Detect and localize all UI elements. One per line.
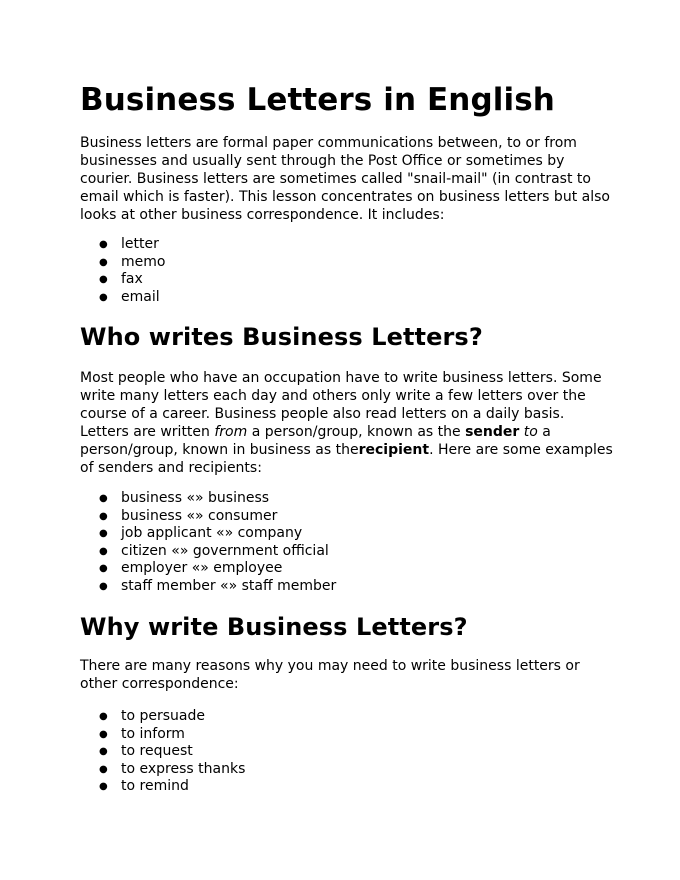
list-item: ● email — [99, 288, 160, 305]
list-item: ● citizen «» government official — [99, 542, 329, 559]
bullet-icon: ● — [99, 746, 108, 758]
bullet-icon: ● — [99, 545, 108, 557]
list-item: ● fax — [99, 271, 143, 288]
intro-list — [80, 236, 165, 306]
list-item: ● to request — [99, 743, 193, 760]
list-item: ● to express thanks — [99, 760, 246, 777]
intro-paragraph: Business letters are formal paper communications between, to or from businesses and usually sent through the Post Office or sometimes by courier. Business letters are sometimes called "snail-mail" (in contrast to email which is faster). This lesson concentrates on business letters but also looks at other business correspondence. It includes: — [80, 135, 610, 223]
who-heading: Who writes Business Letters? — [80, 323, 483, 351]
list-item: ● to persuade — [99, 708, 206, 724]
list-item: ● job applicant «» company — [99, 525, 303, 542]
sender-term: sender — [465, 424, 520, 440]
recipient-term: recipient — [358, 442, 430, 458]
bullet-icon: ● — [99, 291, 108, 303]
bullet-icon: ● — [99, 256, 108, 268]
list-item: ● to remind — [99, 778, 189, 795]
list-item: ● employer «» employee — [99, 560, 283, 577]
why-heading: Why write Business Letters? — [80, 613, 468, 641]
who-paragraph: Most people who have an occupation have to write business letters. Some write many letters each day and others only write a few letters over the course of a career. Business people also read letters on a daily basis. Letters are written from a person/group, known as the sender to a person/group, known in business as therecipient. Here are some examples of senders and recipients: — [80, 370, 613, 476]
bullet-icon: ● — [99, 763, 108, 775]
bullet-icon: ● — [99, 528, 108, 540]
bullet-icon: ● — [99, 274, 108, 286]
list-item: ● memo — [99, 253, 166, 270]
list-item: ● business «» consumer — [99, 507, 278, 524]
bullet-icon: ● — [99, 728, 108, 740]
bullet-icon: ● — [99, 239, 108, 250]
bullet-icon: ● — [99, 563, 108, 575]
bullet-icon: ● — [99, 580, 108, 592]
from-emphasis: from — [214, 424, 248, 440]
bullet-icon: ● — [99, 510, 108, 522]
bullet-icon: ● — [99, 781, 108, 793]
bullet-icon: ● — [99, 711, 108, 722]
why-list — [80, 708, 245, 796]
to-emphasis: to — [523, 424, 538, 440]
page-title: Business Letters in English — [80, 82, 555, 118]
list-item: ● letter — [99, 236, 159, 252]
list-item: ● to inform — [99, 725, 185, 742]
list-item: ● business «» business — [99, 490, 270, 506]
bullet-icon: ● — [99, 493, 108, 504]
who-list — [80, 490, 336, 596]
list-item: ● staff member «» staff member — [99, 577, 337, 594]
why-paragraph: There are many reasons why you may need to write business letters or other correspondence: — [80, 658, 580, 692]
